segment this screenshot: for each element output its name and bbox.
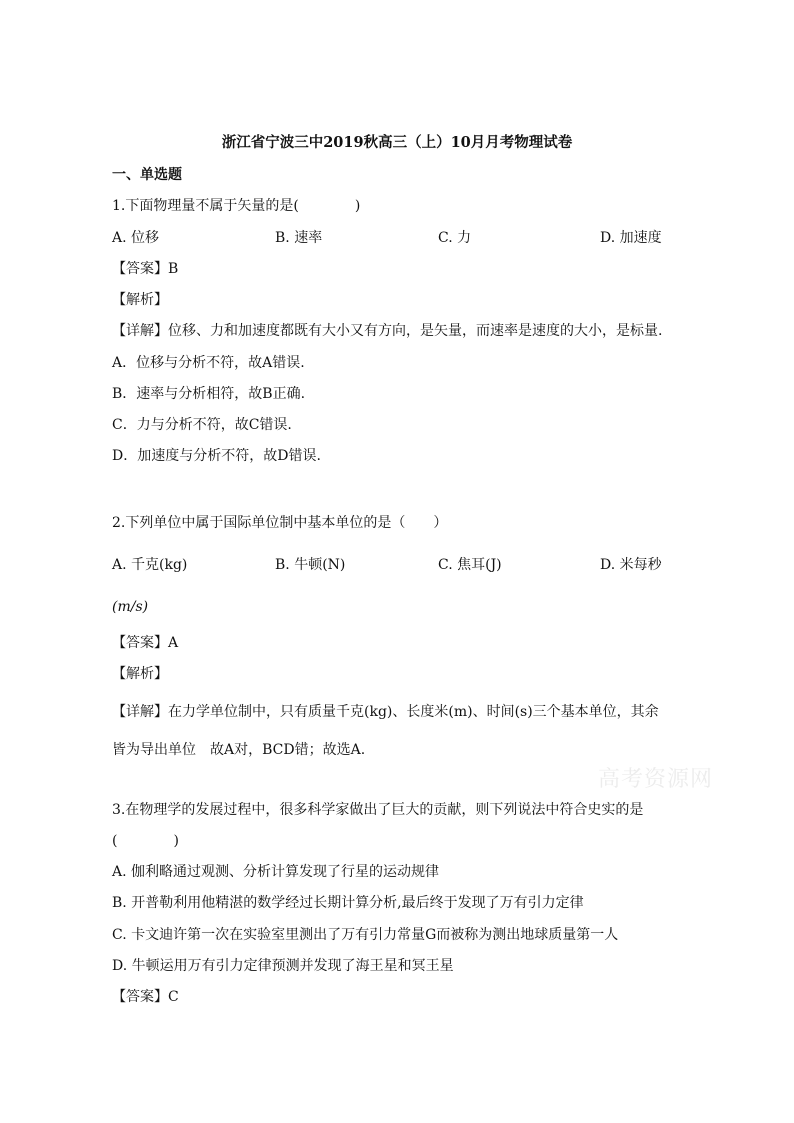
q1-detail: 【详解】位移、力和加速度都既有大小又有方向，是矢量，而速率是速度的大小，是标量.: [112, 323, 663, 339]
q2-detail-line2: 皆为导出单位 故A对，BCD错；故选A.: [112, 742, 366, 758]
q2-option-a: A. 千克(kg): [112, 557, 188, 573]
q3-option-a: A. 伽利略通过观测、分析计算发现了行星的运动规律: [112, 864, 440, 880]
q2-detail-line1: 【详解】在力学单位制中，只有质量千克(kg)、长度米(m)、时间(s)三个基本单位，其余: [112, 704, 659, 720]
q2-option-d: D. 米每秒: [600, 557, 662, 573]
section-heading: 一、单选题: [112, 167, 182, 183]
q3-option-c: C. 卡文迪许第一次在实验室里测出了万有引力常量G而被称为测出地球质量第一人: [112, 927, 619, 943]
watermark: 高考资源网: [598, 767, 714, 792]
q3-stem: 3.在物理学的发展过程中，很多科学家做出了巨大的贡献，则下列说法中符合史实的是: [112, 802, 644, 818]
q1-line-d: D．加速度与分析不符，故D错误.: [112, 448, 321, 464]
q2-analysis-label: 【解析】: [112, 666, 168, 682]
q1-option-b: B. 速率: [275, 230, 323, 246]
q2-option-d-cont: (m/s): [112, 599, 149, 615]
q1-option-d: D. 加速度: [600, 230, 662, 246]
q1-analysis-label: 【解析】: [112, 292, 168, 308]
q1-option-a: A. 位移: [112, 230, 160, 246]
q3-option-b: B. 开普勒利用他精湛的数学经过长期计算分析,最后终于发现了万有引力定律: [112, 895, 584, 911]
q2-stem: 2.下列单位中属于国际单位制中基本单位的是（ ）: [112, 515, 448, 531]
page-title: 浙江省宁波三中2019秋高三（上）10月月考物理试卷: [221, 134, 573, 151]
q2-answer: 【答案】A: [112, 635, 179, 651]
q3-stem-cont: ( ): [112, 833, 179, 849]
q1-answer: 【答案】B: [112, 261, 179, 277]
q1-line-a: A．位移与分析不符，故A错误.: [112, 355, 305, 371]
q2-option-c: C. 焦耳(J): [438, 557, 502, 573]
q1-option-c: C. 力: [438, 230, 472, 246]
q1-line-c: C．力与分析不符，故C错误.: [112, 417, 292, 433]
q2-option-b: B. 牛顿(N): [275, 557, 346, 573]
q1-line-b: B．速率与分析相符，故B正确.: [112, 386, 306, 402]
q3-option-d: D. 牛顿运用万有引力定律预测并发现了海王星和冥王星: [112, 958, 454, 974]
q1-stem: 1.下面物理量不属于矢量的是( ): [112, 198, 361, 214]
q3-answer: 【答案】C: [112, 989, 179, 1005]
